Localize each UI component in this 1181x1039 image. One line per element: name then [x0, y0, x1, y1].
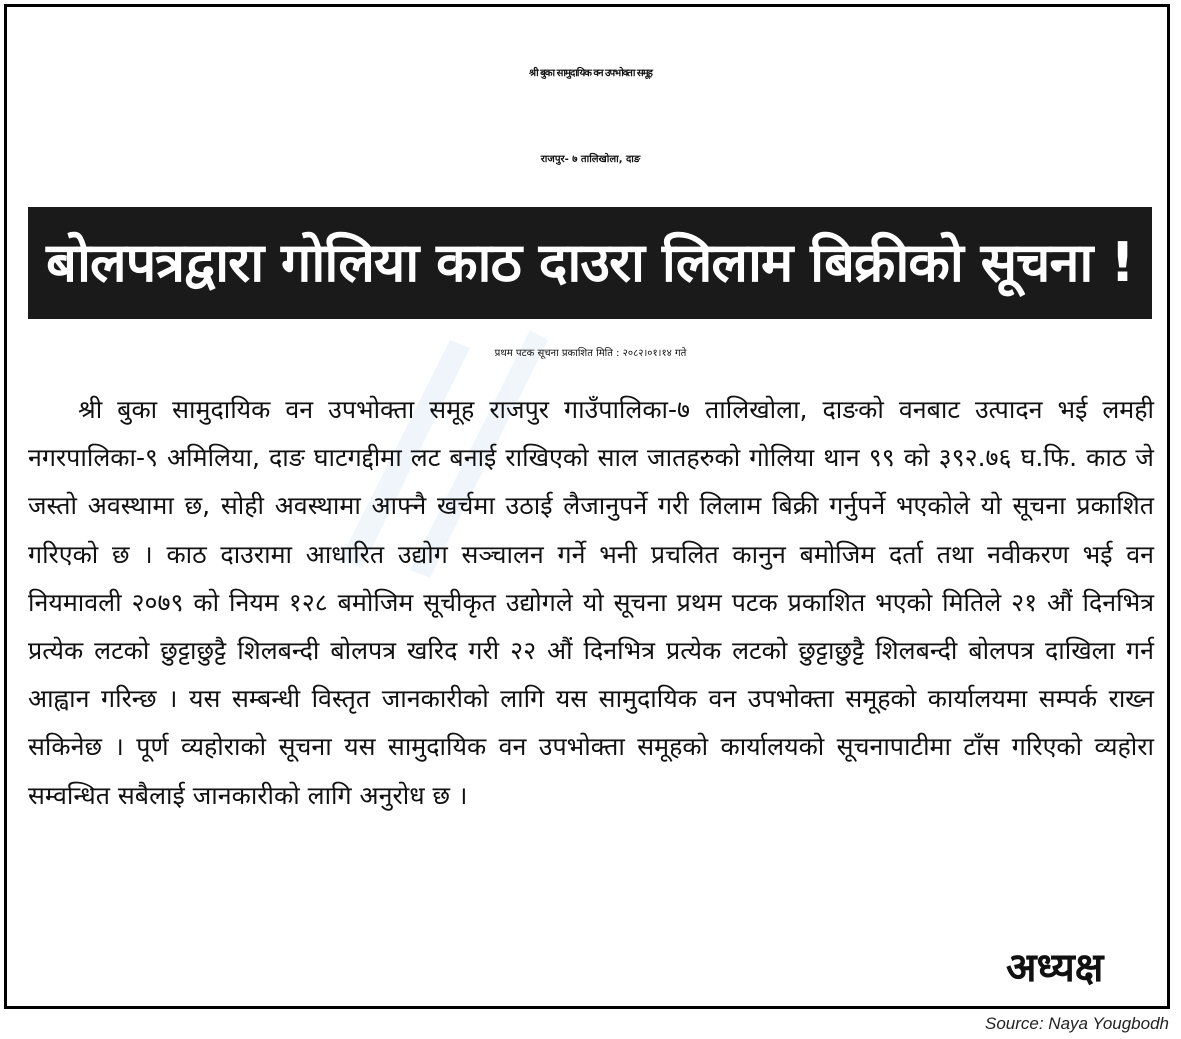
notice-body-paragraph: श्री बुका सामुदायिक वन उपभोक्ता समूह राजपुर गाउँपालिका-७ तालिखोला, दाङको वनबाट उत्पादन भई लमही नगरपालिका-९ अमिलिया, दाङ घाटगद्दीमा लट बनाई राखिएको साल जातहरुको गोलिया थान ९९ को ३९२.७६ घ.फि. काठ जे जस्तो अवस्थामा छ, सोही अवस्थामा आफ्नै खर्चमा उठाई लैजानुपर्ने गरी लिलाम बिक्री गर्नुपर्ने भएकोले यो सूचना प्रकाशित गरिएको छ । काठ दाउरामा आधारित उद्योग सञ्चालन गर्ने भनी प्रचलित कानुन बमोजिम दर्ता तथा नवीकरण भई वन नियमावली २०७९ को नियम १२८ बमोजिम सूचीकृत उद्योगले यो सूचना प्रथम पटक प्रकाशित भएको मितिले २१ औं दिनभित्र प्रत्येक लटको छुट्टाछुट्टै शिलबन्दी बोलपत्र खरिद गरी २२ औं दिनभित्र प्रत्येक लटको छुट्टाछुट्टै शिलबन्दी बोलपत्र दाखिला गर्न आह्वान गरिन्छ । यस सम्बन्धी विस्तृत जानकारीको लागि यस सामुदायिक वन उपभोक्ता समूहको कार्यालयमा सम्पर्क राख्न सकिनेछ । पूर्ण व्यहोराको सूचना यस सामुदायिक वन उपभोक्ता समूहको कार्यालयको सूचनापाटीमा टाँस गरिएको व्यहोरा सम्वन्धित सबैलाई जानकारीको लागि अनुरोध छ ।	[28, 395, 1154, 810]
notice-headline: बोलपत्रद्वारा गोलिया काठ दाउरा लिलाम बिक्रीको सूचना !	[46, 231, 1134, 294]
publication-date: प्रथम पटक सूचना प्रकाशित मिति : २०८२।०१।१४ गते	[494, 348, 687, 359]
organization-address: राजपुर- ७ तालिखोला, दाङ	[540, 154, 641, 165]
organization-name: श्री बुका सामुदायिक वन उपभोक्ता समूह	[529, 68, 652, 79]
notice-body	[28, 386, 1154, 966]
source-credit: Source: Naya Yougbodh	[985, 1014, 1169, 1033]
signatory-title: अध्यक्ष	[1006, 945, 1104, 991]
headline-banner	[28, 207, 1152, 319]
